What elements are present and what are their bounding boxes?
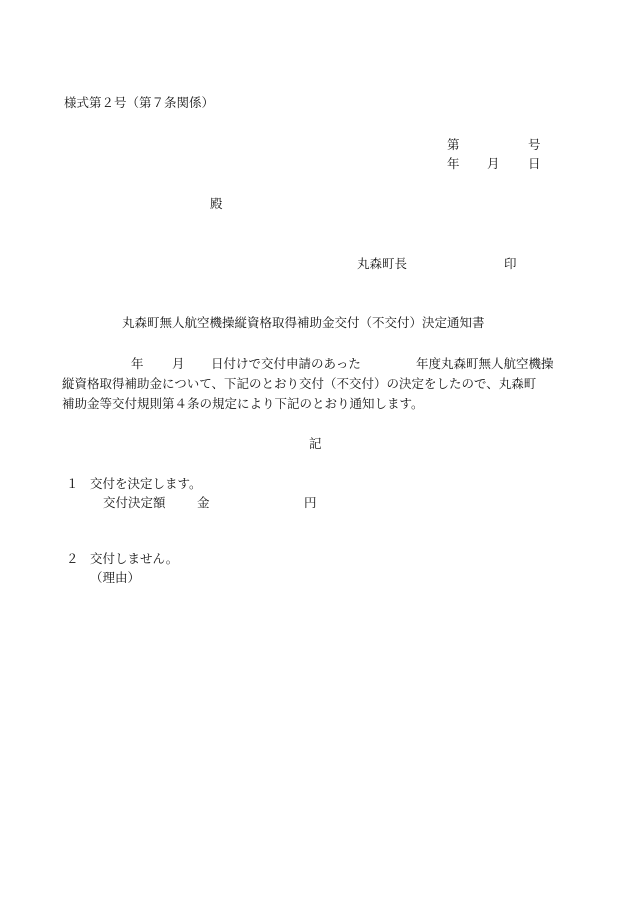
amount-yen: 円 — [304, 495, 317, 510]
issuer-seal: 印 — [504, 256, 517, 271]
amount-kin: 金 — [197, 495, 210, 510]
item1-text: 交付を決定します。 — [90, 476, 202, 491]
item1-number: １ — [66, 476, 79, 491]
body-year: 年 — [131, 356, 144, 371]
date-day: 日 — [528, 156, 541, 171]
issuer-name: 丸森町長 — [357, 256, 408, 271]
item2-text: 交付しません。 — [90, 551, 179, 566]
reason-label: （理由） — [90, 570, 141, 585]
body-line1-end: 年度丸森町無人航空機操 — [416, 356, 554, 371]
item2-number: ２ — [66, 551, 79, 566]
doc-number-dai: 第 — [447, 137, 460, 152]
addressee-honorific: 殿 — [210, 196, 223, 211]
doc-number-go: 号 — [528, 137, 541, 152]
date-year: 年 — [447, 156, 460, 171]
form-identifier: 様式第２号（第７条関係） — [64, 95, 215, 110]
document-title: 丸森町無人航空機操縦資格取得補助金交付（不交付）決定通知書 — [122, 315, 485, 330]
body-line3: 補助金等交付規則第４条の規定により下記のとおり通知します。 — [62, 396, 424, 411]
ki-heading: 記 — [309, 436, 322, 451]
body-month: 月 — [172, 356, 185, 371]
date-month: 月 — [487, 156, 500, 171]
amount-label: 交付決定額 — [103, 495, 166, 510]
body-line2: 縦資格取得補助金について、下記のとおり交付（不交付）の決定をしたので、丸森町 — [62, 376, 537, 391]
body-date-suffix: 日付けで交付申請のあった — [211, 356, 361, 371]
